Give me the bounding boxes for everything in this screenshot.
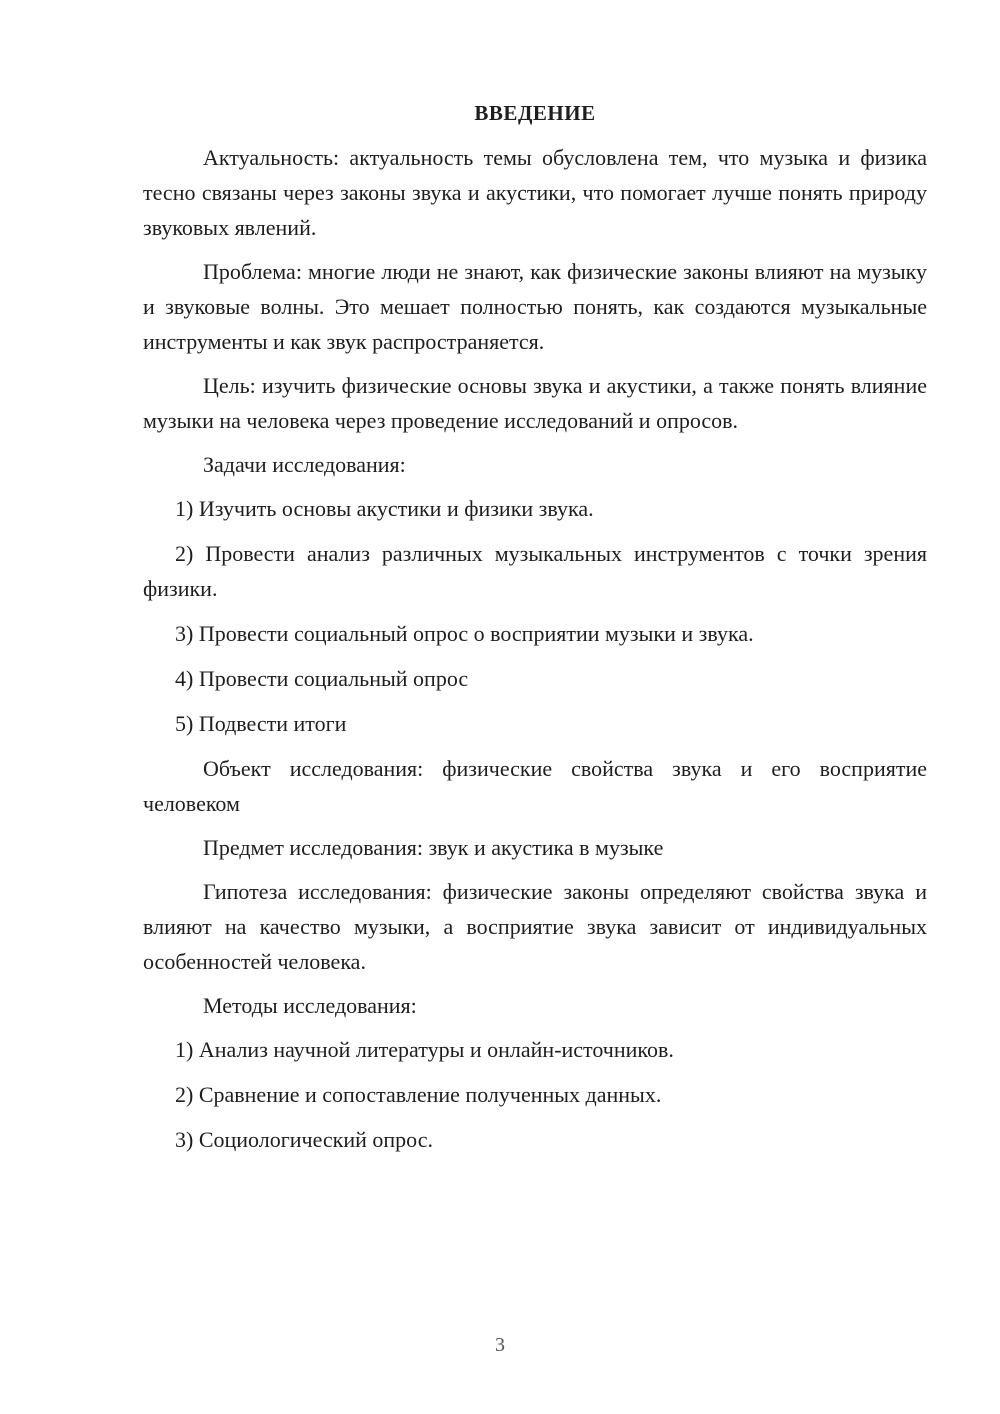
page-title: ВВЕДЕНИЕ [474,101,596,125]
task-item-1: 1) Изучить основы акустики и физики звука. [175,496,594,521]
object-paragraph: Объект исследования: физические свойства звука и его восприятие человеком [143,756,927,816]
problem-paragraph: Проблема: многие люди не знают, как физические законы влияют на музыку и звуковые волны. Это мешает полностью понять, как создаются музыкальные инструменты и как звук распространяется. [143,259,927,354]
task-item-2: 2) Провести анализ различных музыкальных инструментов с точки зрения физики. [143,541,927,601]
goal-paragraph: Цель: изучить физические основы звука и акустики, а также понять влияние музыки на человека через проведение исследований и опросов. [143,373,927,433]
page-number: 3 [495,1334,505,1356]
document-body [143,96,927,1167]
task-item-5: 5) Подвести итоги [175,711,347,736]
method-item-2: 2) Сравнение и сопоставление полученных данных. [175,1082,662,1107]
relevance-paragraph: Актуальность: актуальность темы обусловлена тем, что музыка и физика тесно связаны через законы звука и акустики, что помогает лучше понять природу звуковых явлений. [143,145,927,240]
task-item-3: 3) Провести социальный опрос о восприятии музыки и звука. [175,621,754,646]
tasks-heading: Задачи исследования: [203,452,406,477]
subject-paragraph: Предмет исследования: звук и акустика в музыке [203,835,664,860]
method-item-1: 1) Анализ научной литературы и онлайн-источников. [175,1037,674,1062]
method-item-3: 3) Социологический опрос. [175,1127,433,1152]
task-item-4: 4) Провести социальный опрос [175,666,469,691]
methods-heading: Методы исследования: [203,993,417,1018]
hypothesis-paragraph: Гипотеза исследования: физические законы определяют свойства звука и влияют на качество музыки, а восприятие звука зависит от индивидуальных особенностей человека. [143,879,927,974]
